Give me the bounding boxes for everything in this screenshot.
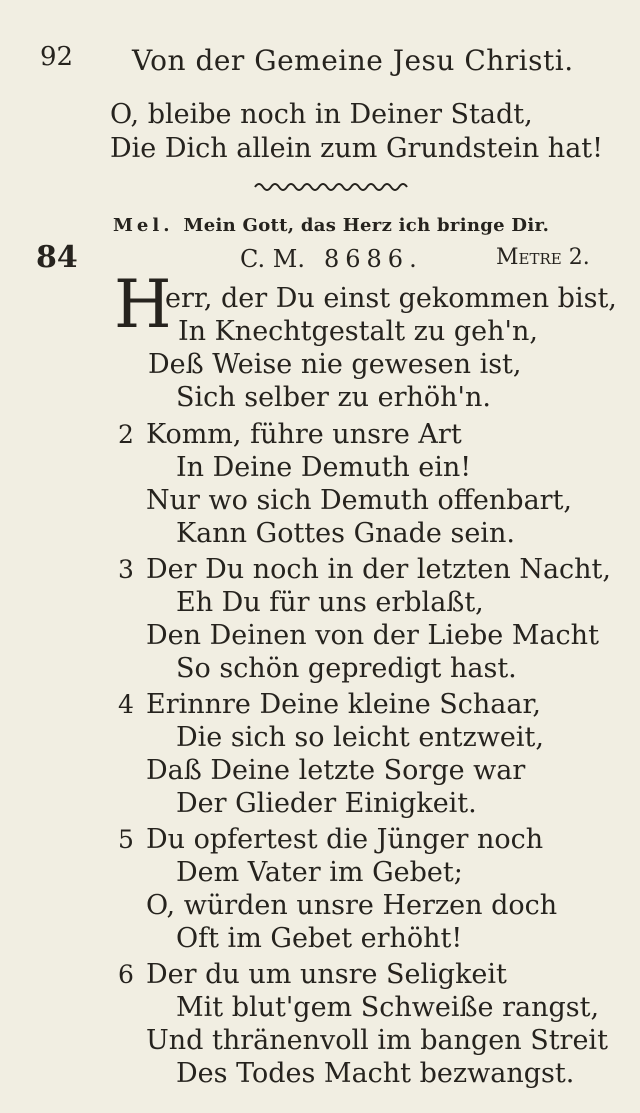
metre-label: Metre 2. [496,245,590,270]
verse-line: Mit blut'gem Schweiße rangst, [176,992,600,1023]
verse-line: Und thränenvoll im bangen Streit [146,1025,608,1056]
verse-line: Du opfertest die Jünger noch [146,824,544,855]
previous-hymn-line: O, bleibe noch in Deiner Stadt, [110,99,533,130]
hymn-number: 84 [36,240,78,275]
verse-line: Erinnre Deine kleine Schaar, [146,689,541,720]
verse-line: Der Glieder Einigkeit. [176,788,477,819]
verse-line: In Deine Demuth ein! [176,452,472,483]
verse-line: Des Todes Macht bezwangst. [176,1058,575,1089]
verse-line: Den Deinen von der Liebe Macht [146,620,599,651]
wavy-divider [253,178,408,194]
verse-line: Dem Vater im Gebet; [176,857,463,888]
melody-label: Mel. [113,215,174,236]
verse-line: err, der Du einst gekommen bist, [165,283,617,314]
verse-line: In Knechtgestalt zu geh'n, [178,316,538,347]
verse-line: Deß Weise nie gewesen ist, [148,349,522,380]
verse-number: 2 [118,420,134,449]
meter-code: C. M. [240,245,305,273]
page-number: 92 [40,42,74,72]
verse-number: 3 [118,555,134,584]
verse-number: 4 [118,690,134,719]
verse-line: Nur wo sich Demuth offenbart, [146,485,573,516]
verse-line: Die sich so leicht entzweit, [176,722,544,753]
previous-hymn-line: Die Dich allein zum Grundstein hat! [110,133,603,164]
verse-number: 6 [118,960,134,989]
running-head: Von der Gemeine Jesu Christi. [132,44,574,77]
verse-line: Der du um unsre Seligkeit [146,959,507,990]
verse-line: Kann Gottes Gnade sein. [176,518,515,549]
melody-title: Mein Gott, das Herz ich bringe Dir. [183,215,550,236]
verse-number: 5 [118,825,134,854]
verse-line: So schön gepredigt hast. [176,653,517,684]
verse-line: Sich selber zu erhöh'n. [176,382,491,413]
meter-digits: 8686. [324,245,423,273]
verse-line: Eh Du für uns erblaßt, [176,587,484,618]
verse-line: Oft im Gebet erhöht! [176,923,463,954]
drop-cap: H [114,266,172,343]
melody-reference [113,215,549,236]
verse-line: Komm, führe unsre Art [146,419,462,450]
verse-line: Der Du noch in der letzten Nacht, [146,554,611,585]
verse-line: O, würden unsre Herzen doch [146,890,558,921]
verse-line: Daß Deine letzte Sorge war [146,755,526,786]
